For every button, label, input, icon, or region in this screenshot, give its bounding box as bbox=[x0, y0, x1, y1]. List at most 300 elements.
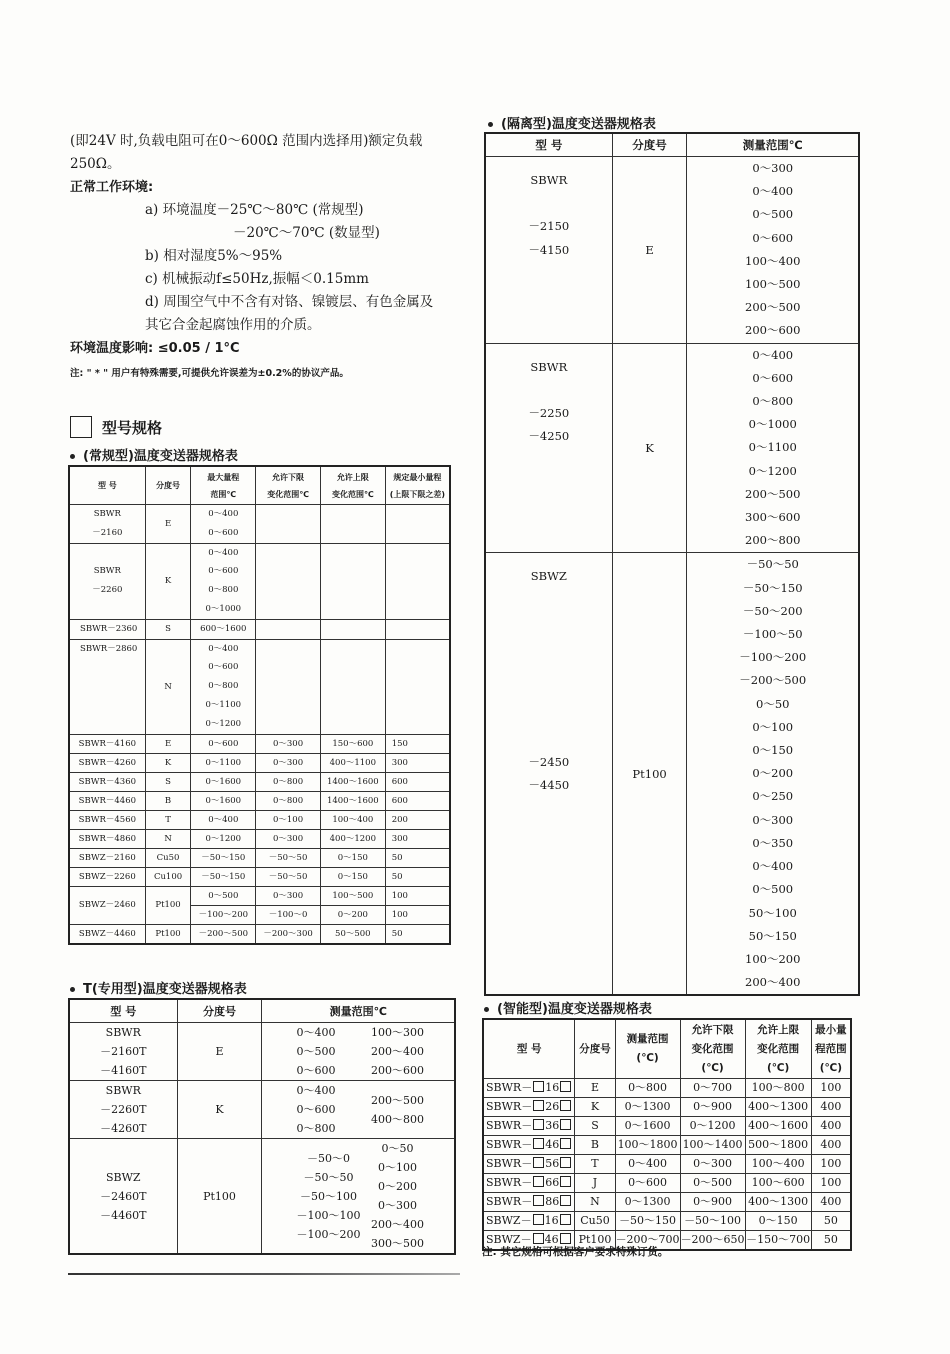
range-text: 0～250 bbox=[752, 789, 794, 804]
range-columns bbox=[262, 1081, 454, 1138]
model-text: －4160T bbox=[100, 1064, 147, 1077]
range-text: －50～50 bbox=[746, 557, 799, 572]
placeholder-box-icon bbox=[560, 1233, 571, 1244]
low-range-cell: 0～900 bbox=[680, 1098, 745, 1117]
graduation-cell: Pt100 bbox=[612, 553, 687, 995]
range-cell: 0～400 bbox=[615, 1155, 680, 1174]
graduation-cell: T bbox=[575, 1155, 615, 1174]
min-span-cell: 100 bbox=[811, 1079, 851, 1098]
placeholder-box-icon bbox=[533, 1195, 544, 1206]
high-range-cell: 0～150 bbox=[320, 848, 385, 867]
range-cell: －50～150 bbox=[615, 1212, 680, 1231]
caption-smart bbox=[484, 998, 652, 1017]
low-range-cell: －50～50 bbox=[256, 867, 321, 886]
model-cell: SBWR－4560 bbox=[69, 810, 145, 829]
range-cell: 0～800 bbox=[615, 1079, 680, 1098]
range-text: －100～200 bbox=[739, 650, 807, 665]
graduation-cell: S bbox=[575, 1117, 615, 1136]
header-row bbox=[69, 466, 450, 505]
min-span-cell: 50 bbox=[385, 848, 450, 867]
column-header bbox=[615, 1019, 680, 1079]
range-text: 0～600 bbox=[752, 230, 794, 245]
range-text: －50～50 bbox=[303, 1170, 354, 1184]
model-text: －2260T bbox=[100, 1103, 147, 1116]
model-prefix: SBWR－ bbox=[486, 1195, 533, 1208]
model-prefix: SBWR－ bbox=[486, 1138, 533, 1151]
header-text: 型 号 bbox=[516, 1042, 542, 1055]
high-range-cell: 500～1800 bbox=[745, 1136, 811, 1155]
model-text: SBWZ bbox=[106, 1170, 141, 1184]
range-text: 0～1100 bbox=[205, 699, 242, 710]
max-range-cell: －50～150 bbox=[191, 867, 256, 886]
range-cell: 0～1600 bbox=[615, 1117, 680, 1136]
table-row bbox=[69, 734, 450, 753]
min-span-cell: 600 bbox=[385, 791, 450, 810]
column-header bbox=[612, 133, 687, 157]
caption-special bbox=[70, 978, 247, 997]
header-row bbox=[483, 1019, 851, 1079]
range-cell: 0～600 bbox=[615, 1174, 680, 1193]
min-span-cell: 50 bbox=[811, 1231, 851, 1251]
range-text: 0～1100 bbox=[748, 440, 797, 455]
bullet-icon bbox=[488, 122, 493, 127]
model-prefix: SBWR－ bbox=[486, 1157, 533, 1170]
min-span-cell bbox=[385, 543, 450, 619]
section-heading bbox=[70, 416, 162, 438]
model-text: SBWR bbox=[530, 173, 568, 187]
model-cell bbox=[69, 505, 145, 544]
model-code: 46 bbox=[544, 1233, 559, 1246]
placeholder-box-icon bbox=[533, 1214, 544, 1225]
high-range-cell: 100～400 bbox=[320, 810, 385, 829]
model-text: －2160 bbox=[92, 527, 123, 538]
range-text: 300～500 bbox=[371, 1237, 424, 1250]
range-text: －200～500 bbox=[739, 673, 807, 688]
range-text: 0～100 bbox=[378, 1161, 417, 1174]
placeholder-box-icon bbox=[533, 1119, 544, 1130]
high-range-cell: 1400～1600 bbox=[320, 772, 385, 791]
model-prefix: SBWR－ bbox=[486, 1176, 533, 1189]
section-title: 型号规格 bbox=[102, 418, 163, 437]
model-cell bbox=[483, 1117, 575, 1136]
table-row bbox=[485, 553, 859, 995]
min-span-cell: 300 bbox=[385, 829, 450, 848]
min-span-cell: 200 bbox=[385, 810, 450, 829]
range-text: 0～400 bbox=[296, 1026, 336, 1039]
header-text: (℃) bbox=[819, 1061, 843, 1074]
low-range-cell: 0～800 bbox=[256, 791, 321, 810]
table-row bbox=[483, 1155, 851, 1174]
min-span-cell: 100 bbox=[811, 1155, 851, 1174]
graduation-cell: E bbox=[145, 505, 191, 544]
range-text: 0～400 bbox=[208, 643, 239, 654]
env-heading: 正常工作环境: bbox=[70, 180, 154, 195]
high-range-cell: 0～150 bbox=[745, 1212, 811, 1231]
range-text: 0～600 bbox=[296, 1103, 336, 1116]
model-cell: SBWR－4260 bbox=[69, 753, 145, 772]
range-cell bbox=[262, 1081, 455, 1139]
range-col-right bbox=[371, 1139, 424, 1253]
high-range-cell: 100～800 bbox=[745, 1079, 811, 1098]
model-cell: SBWZ－2260 bbox=[69, 867, 145, 886]
low-range-cell: 100～1400 bbox=[680, 1136, 745, 1155]
model-cell bbox=[69, 1081, 177, 1139]
min-span-cell bbox=[385, 639, 450, 734]
header-text: 最小量 bbox=[815, 1023, 847, 1036]
intro-line-1: (即24V 时,负载电阻可在0～600Ω 范围内选择用)额定负载 bbox=[70, 133, 423, 149]
range-text: 0～100 bbox=[752, 719, 794, 734]
low-range-cell: 0～300 bbox=[256, 753, 321, 772]
model-text: SBWR－2860 bbox=[80, 643, 138, 654]
table-row bbox=[69, 886, 450, 905]
column-header bbox=[745, 1019, 811, 1079]
placeholder-box-icon bbox=[560, 1176, 571, 1187]
high-range-cell: 100～600 bbox=[745, 1174, 811, 1193]
low-range-cell: 0～100 bbox=[256, 810, 321, 829]
model-cell bbox=[483, 1136, 575, 1155]
model-text bbox=[486, 192, 612, 215]
low-range-cell: －50～50 bbox=[256, 848, 321, 867]
header-text: 型 号 bbox=[97, 481, 117, 490]
high-range-cell bbox=[320, 543, 385, 619]
range-text: 200～800 bbox=[745, 533, 801, 548]
placeholder-box-icon bbox=[533, 1233, 544, 1244]
high-range-cell: 400～1200 bbox=[320, 829, 385, 848]
range-cell bbox=[687, 157, 859, 344]
max-range-cell bbox=[191, 505, 256, 544]
model-code: 56 bbox=[545, 1157, 560, 1170]
low-range-cell bbox=[256, 639, 321, 734]
model-text: SBWZ bbox=[530, 569, 567, 584]
range-text: 0～500 bbox=[296, 1045, 336, 1058]
graduation-cell: Cu50 bbox=[575, 1212, 615, 1231]
table-special bbox=[68, 998, 456, 1255]
range-text: 0～350 bbox=[752, 835, 794, 850]
range-text: 0～1200 bbox=[748, 463, 797, 478]
table-row bbox=[69, 753, 450, 772]
range-text: 0～300 bbox=[752, 812, 794, 827]
range-text: 100～400 bbox=[745, 253, 801, 268]
range-text: 200～500 bbox=[745, 486, 801, 501]
column-header bbox=[385, 466, 450, 505]
header-text: 分度号 bbox=[632, 138, 667, 152]
model-cell: SBWZ－2160 bbox=[69, 848, 145, 867]
high-range-cell bbox=[320, 639, 385, 734]
column-header bbox=[145, 466, 191, 505]
high-range-cell: －150～700 bbox=[745, 1231, 811, 1251]
table-row bbox=[485, 343, 859, 553]
low-range-cell: －50～100 bbox=[680, 1212, 745, 1231]
range-columns bbox=[262, 1139, 454, 1253]
model-text: －2450 bbox=[528, 754, 570, 769]
model-text: SBWR－2360 bbox=[80, 623, 138, 634]
placeholder-box-icon bbox=[560, 1157, 571, 1168]
placeholder-box-icon bbox=[560, 1195, 571, 1206]
min-span-cell: 100 bbox=[385, 905, 450, 924]
max-range-cell: 0～1100 bbox=[191, 753, 256, 772]
table-row bbox=[483, 1212, 851, 1231]
model-cell bbox=[483, 1174, 575, 1193]
table-smart bbox=[482, 1018, 852, 1251]
graduation-cell: T bbox=[145, 810, 191, 829]
high-range-cell bbox=[320, 505, 385, 544]
model-text: －4450 bbox=[528, 777, 570, 792]
range-text: 0～300 bbox=[752, 161, 794, 175]
model-code: 16 bbox=[545, 1081, 560, 1094]
min-span-cell: 400 bbox=[811, 1193, 851, 1212]
graduation-cell: E bbox=[612, 157, 687, 344]
model-code: 66 bbox=[545, 1176, 560, 1189]
max-range-cell: 0～1600 bbox=[191, 791, 256, 810]
max-range-cell: －100～200 bbox=[191, 905, 256, 924]
range-cell bbox=[687, 343, 859, 553]
graduation-cell: N bbox=[145, 639, 191, 734]
graduation-cell: K bbox=[575, 1098, 615, 1117]
range-text: 0～400 bbox=[208, 547, 239, 558]
max-range-cell: 0～600 bbox=[191, 734, 256, 753]
table-row bbox=[485, 157, 859, 344]
model-prefix: SBWR－ bbox=[486, 1100, 533, 1113]
graduation-cell: J bbox=[575, 1174, 615, 1193]
low-range-cell: 0～1200 bbox=[680, 1117, 745, 1136]
header-text: 程范围 bbox=[815, 1042, 847, 1055]
min-span-cell: 100 bbox=[385, 886, 450, 905]
caption-text: (隔离型)温度变送器规格表 bbox=[501, 117, 656, 132]
table-row bbox=[483, 1174, 851, 1193]
high-range-cell: 0～150 bbox=[320, 867, 385, 886]
column-header bbox=[191, 466, 256, 505]
max-range-cell: 0～400 bbox=[191, 810, 256, 829]
header-text: (℃) bbox=[636, 1052, 659, 1064]
header-text: 范围℃ bbox=[210, 489, 237, 499]
range-col-right bbox=[371, 1023, 424, 1080]
range-text: 100～200 bbox=[745, 951, 801, 966]
range-text: 0～600 bbox=[208, 527, 239, 538]
placeholder-box-icon bbox=[533, 1157, 544, 1168]
model-text: －4150 bbox=[528, 242, 570, 257]
min-span-cell: 50 bbox=[385, 867, 450, 886]
table-row bbox=[69, 829, 450, 848]
max-range-cell bbox=[191, 543, 256, 619]
range-text: 0～800 bbox=[752, 394, 794, 409]
low-range-cell: 0～300 bbox=[256, 829, 321, 848]
temp-effect: 环境温度影响: ≤0.05 / 1°C bbox=[70, 341, 240, 356]
model-text: SBWR bbox=[93, 566, 121, 577]
model-prefix: SBWR－ bbox=[486, 1119, 533, 1132]
graduation-cell: E bbox=[145, 734, 191, 753]
header-text: 分度号 bbox=[203, 1005, 237, 1018]
high-range-cell: 100～400 bbox=[745, 1155, 811, 1174]
range-text: 200～500 bbox=[745, 300, 801, 315]
model-text: －2160T bbox=[100, 1045, 147, 1058]
low-range-cell: 0～900 bbox=[680, 1193, 745, 1212]
bullet-icon bbox=[70, 454, 75, 459]
high-range-cell: 150～600 bbox=[320, 734, 385, 753]
header-text: 测量范围℃ bbox=[329, 1005, 387, 1018]
model-cell bbox=[69, 619, 145, 639]
low-range-cell: 0～300 bbox=[256, 886, 321, 905]
table-isolated bbox=[484, 132, 860, 996]
range-cell: －200～700 bbox=[615, 1231, 680, 1251]
range-text: 0～1000 bbox=[748, 417, 797, 432]
graduation-cell: Pt100 bbox=[145, 924, 191, 944]
model-prefix: SBWZ－ bbox=[486, 1214, 532, 1227]
graduation-cell: Pt100 bbox=[145, 886, 191, 924]
graduation-cell: B bbox=[145, 791, 191, 810]
range-text: 0～400 bbox=[752, 859, 794, 874]
min-span-cell: 400 bbox=[811, 1098, 851, 1117]
table-row bbox=[69, 791, 450, 810]
model-cell bbox=[483, 1212, 575, 1231]
header-text: (℃) bbox=[701, 1061, 724, 1074]
graduation-cell: E bbox=[177, 1023, 262, 1081]
range-text: 0～600 bbox=[296, 1064, 336, 1077]
header-text: 分度号 bbox=[579, 1042, 611, 1055]
model-cell: SBWR－4160 bbox=[69, 734, 145, 753]
range-text: －50～150 bbox=[742, 580, 803, 595]
model-cell bbox=[69, 639, 145, 734]
table-regular bbox=[68, 465, 451, 945]
caption-regular bbox=[70, 445, 238, 464]
range-text: 0～50 bbox=[381, 1142, 414, 1155]
graduation-cell: N bbox=[145, 829, 191, 848]
low-range-cell bbox=[256, 619, 321, 639]
range-text: 0～600 bbox=[752, 370, 794, 385]
model-cell bbox=[69, 1139, 177, 1255]
table-row bbox=[69, 810, 450, 829]
high-range-cell: 1400～1600 bbox=[320, 791, 385, 810]
low-range-cell: 0～300 bbox=[256, 734, 321, 753]
env-temp: a) 环境温度－25℃～80℃ (常规型) bbox=[145, 202, 364, 218]
range-col-left bbox=[296, 1023, 335, 1080]
model-cell: SBWR－4460 bbox=[69, 791, 145, 810]
range-text: 0～200 bbox=[378, 1180, 417, 1193]
low-range-cell: 0～300 bbox=[680, 1155, 745, 1174]
header-row bbox=[485, 133, 859, 157]
column-header bbox=[69, 466, 145, 505]
range-col-right bbox=[371, 1081, 424, 1138]
low-range-cell: 0～500 bbox=[680, 1174, 745, 1193]
low-range-cell bbox=[256, 505, 321, 544]
max-range-cell: 0～1600 bbox=[191, 772, 256, 791]
env-temp-display: －20℃～70℃ (数显型) bbox=[233, 225, 380, 241]
min-span-cell bbox=[385, 619, 450, 639]
range-text: 0～150 bbox=[752, 743, 794, 758]
env-air-1: d) 周围空气中不含有对铬、镍镀层、有色金属及 bbox=[145, 294, 434, 310]
range-col-left bbox=[296, 1081, 335, 1138]
header-text: 允许下限 bbox=[691, 1023, 734, 1036]
model-cell bbox=[69, 1023, 177, 1081]
graduation-cell: K bbox=[177, 1081, 262, 1139]
header-text: 分度号 bbox=[156, 481, 181, 490]
range-cell: 0～1300 bbox=[615, 1098, 680, 1117]
model-cell bbox=[483, 1079, 575, 1098]
table-row bbox=[69, 1023, 455, 1081]
max-range-cell: 0～500 bbox=[191, 886, 256, 905]
range-text: 0～300 bbox=[378, 1199, 417, 1212]
graduation-cell: K bbox=[145, 753, 191, 772]
min-span-cell: 50 bbox=[811, 1212, 851, 1231]
graduation-cell: B bbox=[575, 1136, 615, 1155]
header-text: 型 号 bbox=[110, 1005, 137, 1018]
max-range-cell: 0～1200 bbox=[191, 829, 256, 848]
max-range-cell bbox=[191, 619, 256, 639]
placeholder-box-icon bbox=[533, 1081, 544, 1092]
placeholder-box-icon bbox=[533, 1100, 544, 1111]
model-cell bbox=[483, 1193, 575, 1212]
env-air-2: 其它合金起腐蚀作用的介质。 bbox=[145, 317, 321, 333]
model-prefix: SBWZ－ bbox=[486, 1233, 532, 1246]
graduation-cell: Cu100 bbox=[145, 867, 191, 886]
min-span-cell: 150 bbox=[385, 734, 450, 753]
model-cell: SBWZ－2460 bbox=[69, 886, 145, 924]
range-text: －50～200 bbox=[742, 603, 803, 618]
range-text: －100～200 bbox=[296, 1227, 361, 1241]
range-cell bbox=[687, 553, 859, 995]
low-range-cell bbox=[256, 543, 321, 619]
model-prefix: SBWR－ bbox=[486, 1081, 533, 1094]
min-span-cell: 600 bbox=[385, 772, 450, 791]
model-cell bbox=[483, 1155, 575, 1174]
column-header bbox=[811, 1019, 851, 1079]
high-range-cell: 400～1600 bbox=[745, 1117, 811, 1136]
column-header bbox=[483, 1019, 575, 1079]
header-text: 变化范围℃ bbox=[331, 489, 374, 499]
header-text: 变化范围℃ bbox=[267, 489, 309, 499]
model-cell bbox=[483, 1098, 575, 1117]
placeholder-box-icon bbox=[560, 1119, 571, 1130]
range-text: 0～800 bbox=[208, 585, 239, 596]
header-text: 规定最小量程 bbox=[393, 472, 442, 482]
column-header bbox=[575, 1019, 615, 1079]
range-cell bbox=[262, 1139, 455, 1255]
range-cell: 100～1800 bbox=[615, 1136, 680, 1155]
model-cell bbox=[69, 543, 145, 619]
table-row bbox=[69, 1081, 455, 1139]
range-text: 200～600 bbox=[371, 1064, 424, 1077]
high-range-cell bbox=[320, 619, 385, 639]
model-text: SBWR bbox=[105, 1026, 141, 1039]
model-text: －4260T bbox=[100, 1122, 147, 1135]
graduation-cell: K bbox=[145, 543, 191, 619]
caption-text: T(专用型)温度变送器规格表 bbox=[83, 982, 247, 997]
model-text: －4250 bbox=[528, 429, 570, 444]
intro-note: 注: " * " 用户有特殊需要,可提供允许误差为±0.2%的协议产品。 bbox=[70, 368, 349, 379]
model-text: －2250 bbox=[528, 406, 570, 421]
header-text: 测量范围℃ bbox=[742, 138, 803, 152]
header-text: 最大量程 bbox=[207, 472, 240, 482]
column-header bbox=[485, 133, 612, 157]
placeholder-box-icon bbox=[533, 1176, 544, 1187]
range-text: 50～150 bbox=[748, 928, 797, 943]
header-text: 变化范围 bbox=[691, 1042, 734, 1055]
header-text: (上限下限之差) bbox=[389, 489, 445, 499]
range-text: －100～50 bbox=[742, 627, 803, 642]
graduation-cell: E bbox=[575, 1079, 615, 1098]
placeholder-box-icon bbox=[560, 1138, 571, 1149]
high-range-cell: 400～1300 bbox=[745, 1193, 811, 1212]
graduation-cell: Pt100 bbox=[177, 1139, 262, 1255]
bullet-icon bbox=[484, 1007, 489, 1012]
env-vibration: c) 机械振动f≤50Hz,振幅＜0.15mm bbox=[145, 271, 369, 287]
range-cell bbox=[262, 1023, 455, 1081]
header-text: 变化范围 bbox=[757, 1042, 800, 1055]
range-text: 400～800 bbox=[371, 1112, 424, 1126]
bottom-rule bbox=[68, 1273, 460, 1275]
model-text: SBWR bbox=[105, 1084, 141, 1097]
spacer bbox=[486, 589, 612, 751]
range-text: 0～400 bbox=[208, 509, 239, 519]
